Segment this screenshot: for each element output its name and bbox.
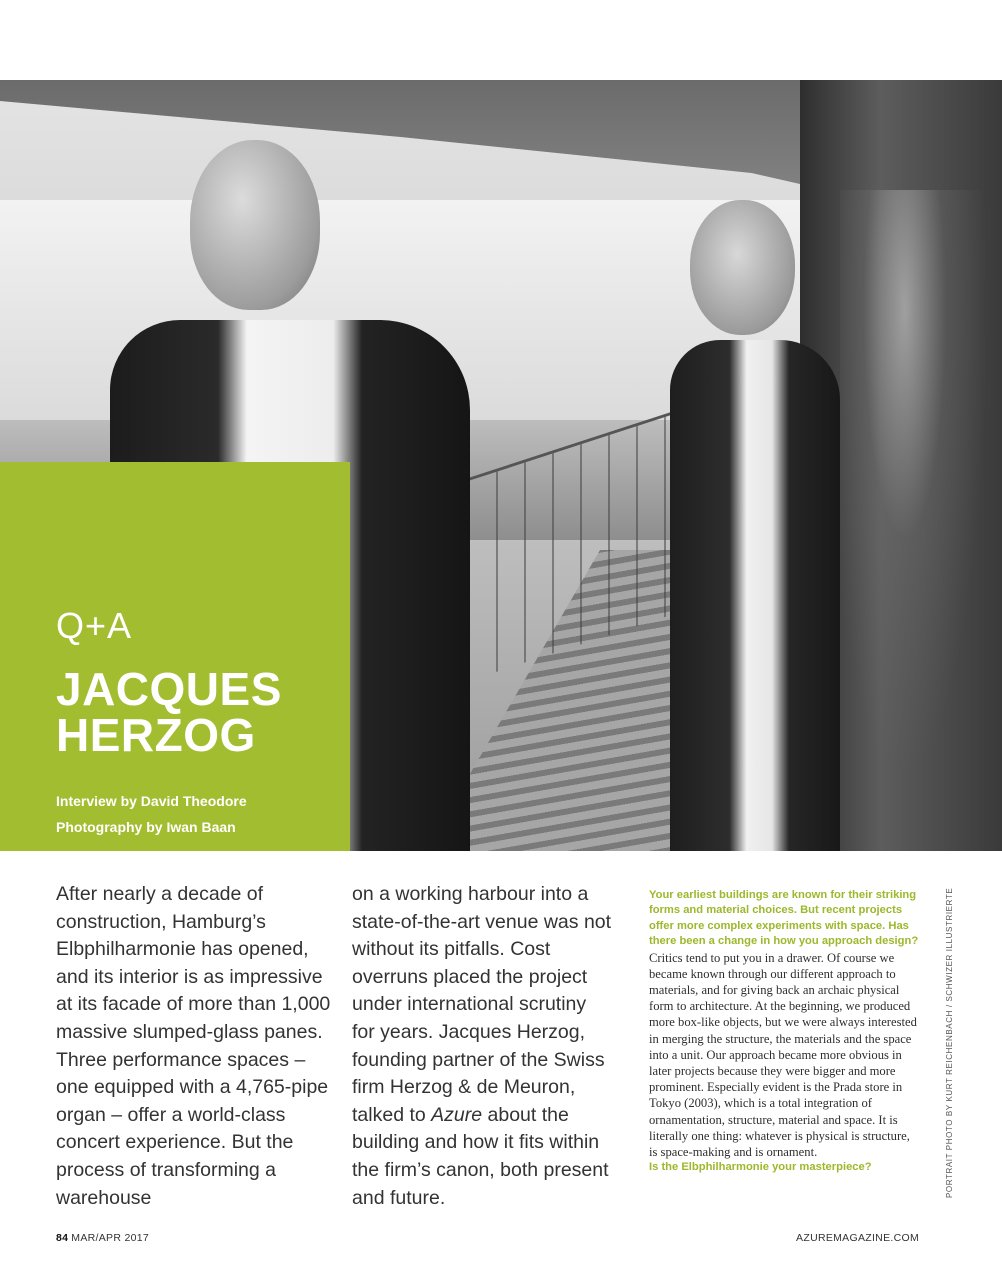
body-column-2: [352, 881, 612, 1212]
footer-folio: [56, 1232, 149, 1244]
question-1: Your earliest buildings are known for their striking forms and material choices. But recent projects offer more complex experiments with space. Has there been a change in how you approach design?: [649, 889, 919, 948]
interview-credit: Interview by David Theodore: [56, 793, 247, 809]
headline: [56, 663, 346, 761]
photo-reflection: [840, 190, 1002, 851]
photo-credit: Photography by Iwan Baan: [56, 819, 236, 835]
figure-left-head: [190, 140, 320, 310]
body-paragraph-2: [352, 881, 612, 1212]
title-panel: [0, 462, 350, 851]
body-column-1: [56, 881, 341, 1212]
figure-right-head: [690, 200, 795, 335]
footer-site: AZUREMAGAZINE.COM: [796, 1232, 919, 1244]
photo-figure-right: [670, 200, 840, 851]
question-2: Is the Elbphilharmonie your masterpiece?: [649, 1161, 872, 1174]
headline-line-2: HERZOG: [56, 709, 256, 761]
figure-right-body: [670, 340, 840, 851]
body-text-before: on a working harbour into a state-of-the-art venue was not without its pitfalls. Cost overruns placed the project under international scrutiny for years. Jacques Herzog, founding partner of the Swiss firm Herzog & de Meuron, talked to: [352, 883, 612, 1126]
headline-line-1: JACQUES: [56, 663, 282, 715]
body-paragraph-1: After nearly a decade of construction, Hamburg’s Elbphilharmonie has opened, and its interior is as impressive at its facade of more than 1,000 massive slumped-glass panes. Three performance spaces – one equipped with a 4,765-pipe organ – offer a world-class concert experience. But the process of transforming a warehouse: [56, 883, 331, 1209]
section-label: Q+A: [56, 605, 133, 646]
body-text-after: about the building and how it fits within the firm’s canon, both present and future.: [352, 1103, 609, 1209]
interview-column: [649, 888, 921, 1176]
portrait-photo-credit: PORTRAIT PHOTO BY KURT REICHENBACH / SCHWIZER ILLUSTRIERTE: [945, 887, 954, 1198]
page-number: 84: [56, 1232, 69, 1244]
answer-1: Critics tend to put you in a drawer. Of course we became known through our different approach to materials, and for giving back an archaic physical form to architecture. At the beginning, we produced more box-like objects, but we were always interested in merging the structure, the materials and the space into a unit. Our approach became more obvious in later projects because they were bigger and more prominent. Especially evident is the Prada store in Tokyo (2003), which is a total integration of ornamentation, structure, material and space. It is literally one thing: whatever is physical is structure, is space-making and is ornament.: [649, 950, 917, 1160]
magazine-name: Azure: [431, 1103, 483, 1126]
issue-date: MAR/APR 2017: [71, 1232, 149, 1244]
